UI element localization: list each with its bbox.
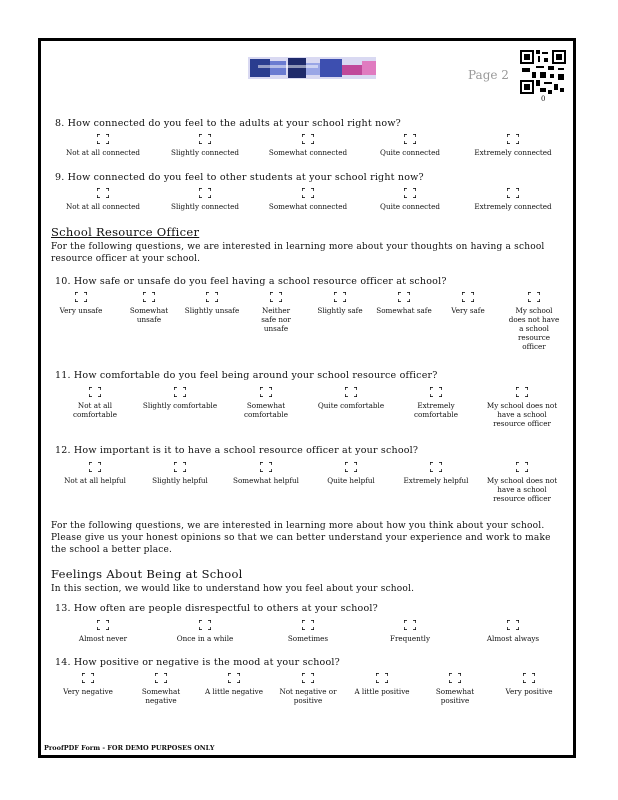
checkbox-icon[interactable] (376, 673, 388, 683)
checkbox-icon[interactable] (462, 292, 474, 302)
option-q12-3[interactable]: Somewhat helpful (226, 462, 306, 485)
option-q14-6[interactable]: Somewhat positive (416, 673, 494, 705)
checkbox-icon[interactable] (89, 462, 101, 472)
checkbox-icon[interactable] (516, 462, 528, 472)
section-intro-sro: For the following questions, we are interested in learning more about your thoughts on having a school resource officer at your school. (51, 242, 545, 264)
checkbox-icon[interactable] (199, 188, 211, 198)
section-intro-feelings: In this section, we would like to understand how you feel about your school. (51, 584, 415, 594)
checkbox-icon[interactable] (270, 292, 282, 302)
question-10: 10. How safe or unsafe do you feel having a school resource officer at school? (55, 276, 447, 287)
checkbox-icon[interactable] (174, 387, 186, 397)
option-q11-6[interactable]: My school does not have a school resource officer (482, 387, 562, 428)
option-q13-2[interactable]: Once in a while (165, 620, 245, 643)
option-q9-4[interactable]: Quite connected (370, 188, 450, 211)
checkbox-icon[interactable] (206, 292, 218, 302)
option-q14-3[interactable]: A little negative (195, 673, 273, 696)
option-q12-6[interactable]: My school does not have a school resource officer (482, 462, 562, 503)
footer-demo-notice: ProofPDF Form - FOR DEMO PURPOSES ONLY (44, 744, 215, 752)
checkbox-icon[interactable] (398, 292, 410, 302)
checkbox-icon[interactable] (404, 620, 416, 630)
section-intro-general: For the following questions, we are interested in learning more about how you think about your school. Please give us your honest opinions so that we can better understand your experience and work to make the school a better place. (51, 521, 551, 555)
checkbox-icon[interactable] (155, 673, 167, 683)
option-q9-2[interactable]: Slightly connected (165, 188, 245, 211)
option-q8-2[interactable]: Slightly connected (165, 134, 245, 157)
option-q9-1[interactable]: Not at all connected (63, 188, 143, 211)
checkbox-icon[interactable] (345, 462, 357, 472)
option-q11-1[interactable]: Not at all comfortable (55, 387, 135, 419)
checkbox-icon[interactable] (404, 134, 416, 144)
option-q13-3[interactable]: Sometimes (268, 620, 348, 643)
checkbox-icon[interactable] (75, 292, 87, 302)
checkbox-icon[interactable] (430, 462, 442, 472)
checkbox-icon[interactable] (89, 387, 101, 397)
option-q13-5[interactable]: Almost always (473, 620, 553, 643)
qr-code-icon (520, 50, 566, 94)
option-q12-4[interactable]: Quite helpful (311, 462, 391, 485)
checkbox-icon[interactable] (404, 188, 416, 198)
checkbox-icon[interactable] (523, 673, 535, 683)
option-q11-4[interactable]: Quite comfortable (311, 387, 391, 410)
checkbox-icon[interactable] (97, 188, 109, 198)
question-13: 13. How often are people disrespectful to others at your school? (55, 603, 378, 614)
option-q12-5[interactable]: Extremely helpful (396, 462, 476, 485)
section-title-sro: School Resource Officer (51, 225, 200, 239)
option-q9-5[interactable]: Extremely connected (473, 188, 553, 211)
checkbox-icon[interactable] (302, 188, 314, 198)
question-12: 12. How important is it to have a school resource officer at your school? (55, 445, 419, 456)
question-9: 9. How connected do you feel to other students at your school right now? (55, 172, 424, 183)
option-q10-6[interactable]: Somewhat safe (368, 292, 440, 315)
option-q13-1[interactable]: Almost never (63, 620, 143, 643)
option-q14-7[interactable]: Very positive (490, 673, 568, 696)
option-q11-2[interactable]: Slightly comfortable (140, 387, 220, 410)
page-number-label: Page 2 (468, 68, 509, 82)
checkbox-icon[interactable] (516, 387, 528, 397)
header-logo (248, 55, 376, 81)
checkbox-icon[interactable] (449, 673, 461, 683)
checkbox-icon[interactable] (507, 188, 519, 198)
option-q8-5[interactable]: Extremely connected (473, 134, 553, 157)
option-q14-5[interactable]: A little positive (343, 673, 421, 696)
checkbox-icon[interactable] (302, 673, 314, 683)
option-q10-4[interactable]: Neither safe nor unsafe (240, 292, 312, 333)
question-14: 14. How positive or negative is the mood at your school? (55, 657, 340, 668)
option-q8-1[interactable]: Not at all connected (63, 134, 143, 157)
checkbox-icon[interactable] (260, 387, 272, 397)
option-q14-1[interactable]: Very negative (49, 673, 127, 696)
option-q10-7[interactable]: Very safe (432, 292, 504, 315)
option-q10-3[interactable]: Slightly unsafe (176, 292, 248, 315)
option-q10-1[interactable]: Very unsafe (45, 292, 117, 315)
checkbox-icon[interactable] (302, 134, 314, 144)
option-q14-4[interactable]: Not negative or positive (269, 673, 347, 705)
checkbox-icon[interactable] (334, 292, 346, 302)
checkbox-icon[interactable] (507, 134, 519, 144)
checkbox-icon[interactable] (302, 620, 314, 630)
checkbox-icon[interactable] (260, 462, 272, 472)
checkbox-icon[interactable] (345, 387, 357, 397)
option-q12-2[interactable]: Slightly helpful (140, 462, 220, 485)
checkbox-icon[interactable] (528, 292, 540, 302)
section-title-feelings: Feelings About Being at School (51, 567, 243, 581)
checkbox-icon[interactable] (199, 620, 211, 630)
option-q11-5[interactable]: Extremely comfortable (396, 387, 476, 419)
option-q11-3[interactable]: Somewhat comfortable (226, 387, 306, 419)
checkbox-icon[interactable] (143, 292, 155, 302)
option-q10-8[interactable]: My school does not have a school resource officer (498, 292, 570, 351)
question-11: 11. How comfortable do you feel being around your school resource officer? (55, 370, 438, 381)
checkbox-icon[interactable] (82, 673, 94, 683)
checkbox-icon[interactable] (228, 673, 240, 683)
checkbox-icon[interactable] (199, 134, 211, 144)
option-q8-4[interactable]: Quite connected (370, 134, 450, 157)
checkbox-icon[interactable] (174, 462, 186, 472)
checkbox-icon[interactable] (97, 620, 109, 630)
option-q8-3[interactable]: Somewhat connected (268, 134, 348, 157)
option-q9-3[interactable]: Somewhat connected (268, 188, 348, 211)
option-q12-1[interactable]: Not at all helpful (55, 462, 135, 485)
qr-number: 0 (541, 95, 546, 103)
option-q10-5[interactable]: Slightly safe (304, 292, 376, 315)
option-q14-2[interactable]: Somewhat negative (122, 673, 200, 705)
checkbox-icon[interactable] (507, 620, 519, 630)
option-q10-2[interactable]: Somewhat unsafe (113, 292, 185, 324)
question-8: 8. How connected do you feel to the adults at your school right now? (55, 118, 401, 129)
checkbox-icon[interactable] (430, 387, 442, 397)
option-q13-4[interactable]: Frequently (370, 620, 450, 643)
checkbox-icon[interactable] (97, 134, 109, 144)
